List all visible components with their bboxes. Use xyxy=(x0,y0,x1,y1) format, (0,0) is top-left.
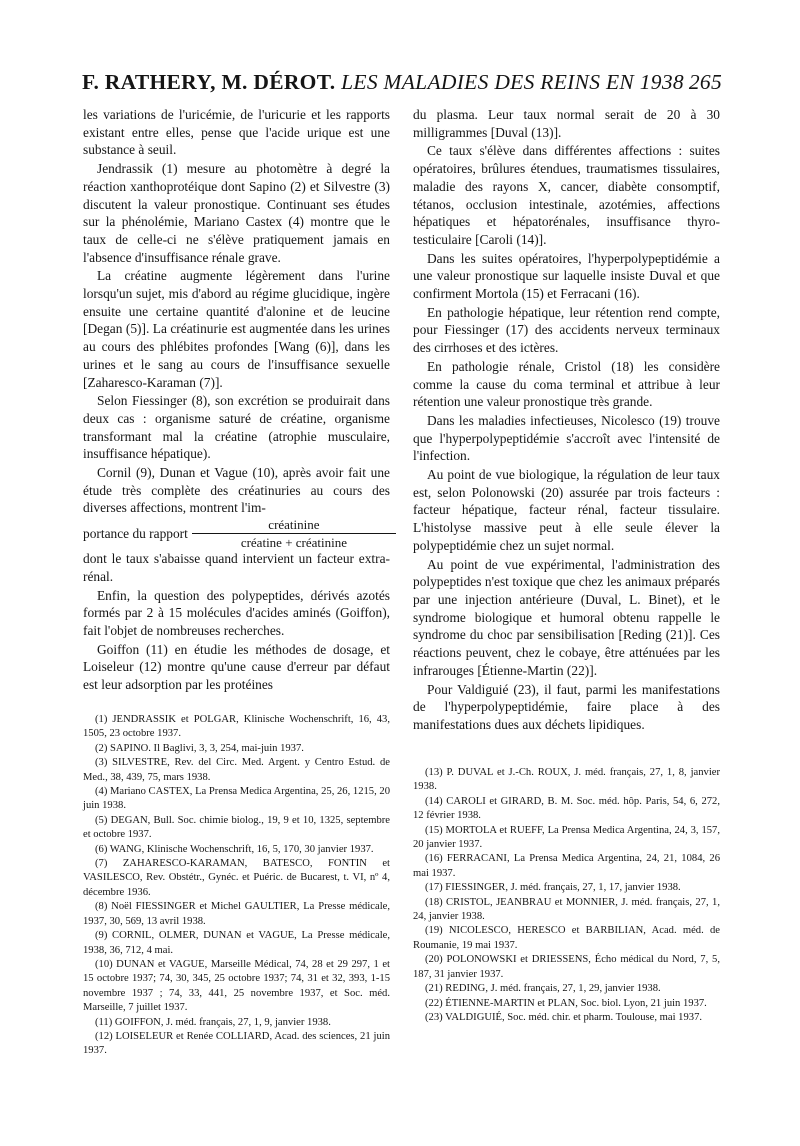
ratio-formula xyxy=(83,517,390,550)
footnote: (18) CRISTOL, JEANBRAU et MONNIER, J. méd. français, 27, 1, 24, janvier 1938. xyxy=(413,896,720,923)
paragraph: Pour Valdiguié (23), il faut, parmi les manifestations de l'hyperpolypeptidémie, faire place à des manifestations dues aux déchets lipidiques. xyxy=(413,681,720,732)
paragraph: Goiffon (11) en étudie les méthodes de dosage, et Loiseleur (12) montre qu'une cause d'erreur par défaut est leur adsorption par les protéines xyxy=(83,641,390,693)
footnote: (13) P. DUVAL et J.-Ch. ROUX, J. méd. français, 27, 1, 8, janvier 1938. xyxy=(413,767,720,793)
footnote: (6) WANG, Klinische Wochenschrift, 16, 5, 170, 30 janvier 1937. xyxy=(95,843,374,855)
footnote: (23) VALDIGUIÉ, Soc. méd. chir. et pharm. Toulouse, mai 1937. xyxy=(425,1011,703,1023)
paragraph: Dans les suites opératoires, l'hyperpolypeptidémie a une valeur pronostique sur laquelle insiste Duval et que confirment Mortola (15) et Ferracani (16). xyxy=(413,250,720,302)
footnote: (5) DEGAN, Bull. Soc. chimie biolog., 19, 9 et 10, 1325, septembre et octobre 1937. xyxy=(83,814,390,841)
paragraph: En pathologie rénale, Cristol (18) les considère comme la cause du coma terminal et attribue à leur rétention une valeur pronostique très grande. xyxy=(413,358,720,410)
paragraph: Enfin, la question des polypeptides, dérivés azotés formés par 2 à 15 molécules d'acides aminés (Goiffon), fait l'objet de nombreuses recherches. xyxy=(83,587,390,638)
footnote: (14) CAROLI et GIRARD, B. M. Soc. méd. hôp. Paris, 54, 6, 272, 12 février 1938. xyxy=(413,795,720,822)
footnote: (8) Noël FIESSINGER et Michel GAULTIER, La Presse médicale, 1937, 30, 569, 13 avril 1938. xyxy=(83,901,390,927)
footnote: (3) SILVESTRE, Rev. del Circ. Med. Argent. y Centro Estud. de Med., 38, 439, 75, mars 1938. xyxy=(83,757,390,783)
paragraph: La créatine augmente légèrement dans l'urine lorsqu'un sujet, mis d'abord au régime glucidique, ingère ensuite une certaine quantité d'alonine et de leucine [Degan (5)]. La créatinurie est augmentée dans les urines au cours des phlébites profondes [Wang (6)], dans les urines et le sang au cours de l'insuffisance sexuelle [Zaharesco-Karaman (7)]. xyxy=(83,268,390,390)
footnote: (22) ÉTIENNE-MARTIN et PLAN, Soc. biol. Lyon, 21 juin 1937. xyxy=(425,997,707,1009)
left-text-column xyxy=(83,106,390,695)
running-header xyxy=(82,70,722,104)
footnote: (7) ZAHARESCO-KARAMAN, BATESCO, FONTIN et VASILESCO, Rev. Obstétr., Gynéc. et Puéric. de Bucarest, t. VI, nº 4, décembre 1936. xyxy=(83,858,390,898)
paragraph: Dans les maladies infectieuses, Nicolesco (19) trouve que l'hyperpolypeptidémie s'accroît avec l'intensité de l'infection. xyxy=(413,412,720,464)
paragraph: En pathologie hépatique, leur rétention rend compte, pour Fiessinger (17) des accidents nerveux terminaux des cirrhoses et des ictères. xyxy=(413,304,720,356)
footnote: (17) FIESSINGER, J. méd. français, 27, 1, 17, janvier 1938. xyxy=(425,882,681,894)
right-text-column xyxy=(413,106,720,735)
paragraph: Au point de vue expérimental, l'administration des polypeptides n'est toxique que chez les animaux préparés par une injection antérieure (Duval, L. Binet), et le syndrome biologique et humoral obtenu rappelle le syndrome du choc par sensibilisation [Reding (21)]. Ces réactions peuvent, chez le cobaye, être atténuées par les infrarouges [Étienne-Martin (22)]. xyxy=(413,556,720,678)
formula-lead: portance du rapport xyxy=(83,525,188,541)
header-authors: F. RATHERY, M. DÉROT. xyxy=(82,70,336,94)
paragraph: du plasma. Leur taux normal serait de 20 à 30 milligrammes [Duval (13)]. xyxy=(413,107,720,140)
footnote: (16) FERRACANI, La Prensa Medica Argentina, 24, 21, 1084, 26 mai 1937. xyxy=(413,853,720,879)
footnote: (19) NICOLESCO, HERESCO et BARBILIAN, Acad. méd. de Roumanie, 19 mai 1937. xyxy=(413,925,720,951)
paragraph: les variations de l'uricémie, de l'uricurie et les rapports existant entre elles, pense que l'acide urique est une substance à seuil. xyxy=(83,107,390,158)
footnote: (21) REDING, J. méd. français, 27, 1, 29, janvier 1938. xyxy=(425,983,661,995)
footnote: (10) DUNAN et VAGUE, Marseille Médical, 74, 28 et 29 297, 1 et 15 octobre 1937; 74, 30, 345, 25 octobre 1937; 74, 31 et 32, 393, 1-15 novembre 1937 ; 74, 33, 441, 25 novembre 1937, et Soc. méd. Marseille, 7 juillet 1937. xyxy=(83,958,390,1014)
fraction-denominator: créatine + créatinine xyxy=(240,535,348,551)
paragraph: Jendrassik (1) mesure au photomètre à degré la réaction xanthoprotéique dont Sapino (2) et Silvestre (3) discutent la valeur pronostique. Continuant ses études sur la phénolémie, Mariano Castex (4) montre que le taux de celle-ci ne s'élève pratiquement jamais en l'absence d'insuffisance rénale grave. xyxy=(83,161,390,265)
fraction-numerator: créatinine xyxy=(192,517,396,534)
footnote: (12) LOISELEUR et Renée COLLIARD, Acad. des sciences, 21 juin 1937. xyxy=(83,1030,390,1057)
header-title: LES MALADIES DES REINS EN 1938 xyxy=(341,70,684,94)
footnotes-left xyxy=(83,713,390,1059)
footnote: (2) SAPINO. Il Baglivi, 3, 3, 254, mai-juin 1937. xyxy=(95,742,304,754)
footnote: (1) JENDRASSIK et POLGAR, Klinische Wochenschrift, 16, 43, 1505, 23 octobre 1937. xyxy=(83,714,390,740)
footnote: (4) Mariano CASTEX, La Prensa Medica Argentina, 25, 26, 1215, 20 juin 1938. xyxy=(83,786,390,812)
paragraph: Cornil (9), Dunan et Vague (10), après avoir fait une étude très complète des créatinuries au cours des diverses affections, montrent l'im- xyxy=(83,465,390,516)
paragraph: Selon Fiessinger (8), son excrétion se produirait dans deux cas : organisme saturé de créatine, organisme transformant mal la créatine (atrophie musculaire, insuffisance hépatique). xyxy=(83,393,390,462)
paragraph: dont le taux s'abaisse quand intervient un facteur extra-rénal. xyxy=(83,551,390,584)
footnote: (11) GOIFFON, J. méd. français, 27, 1, 9, janvier 1938. xyxy=(95,1016,331,1028)
fraction xyxy=(198,517,390,550)
footnote: (20) POLONOWSKI et DRIESSENS, Écho médical du Nord, 7, 5, 187, 31 janvier 1937. xyxy=(413,954,720,980)
paragraph: Ce taux s'élève dans différentes affections : suites opératoires, brûlures étendues, traumatismes tissulaires, maladie des rayons X, cancer, diabète consomptif, tétanos, occlusion intestinale, azotémies, affections hépatiques et hépatorénales, insuffisance thyro-testiculaire [Caroli (14)]. xyxy=(413,143,720,247)
footnote: (15) MORTOLA et RUEFF, La Prensa Medica Argentina, 24, 3, 157, 20 janvier 1937. xyxy=(413,824,720,851)
footnotes-right xyxy=(413,766,720,1025)
page-number: 265 xyxy=(688,70,722,94)
paragraph: Au point de vue biologique, la régulation de leur taux est, selon Polonowski (20) assurée par trois facteurs : facteur hépatique, facteur rénal, facteur tissulaire. L'histolyse massive peut à elle seule élever la polypeptidémie chez un sujet normal. xyxy=(413,467,720,553)
footnote: (9) CORNIL, OLMER, DUNAN et VAGUE, La Presse médicale, 1938, 36, 712, 4 mai. xyxy=(83,930,390,956)
